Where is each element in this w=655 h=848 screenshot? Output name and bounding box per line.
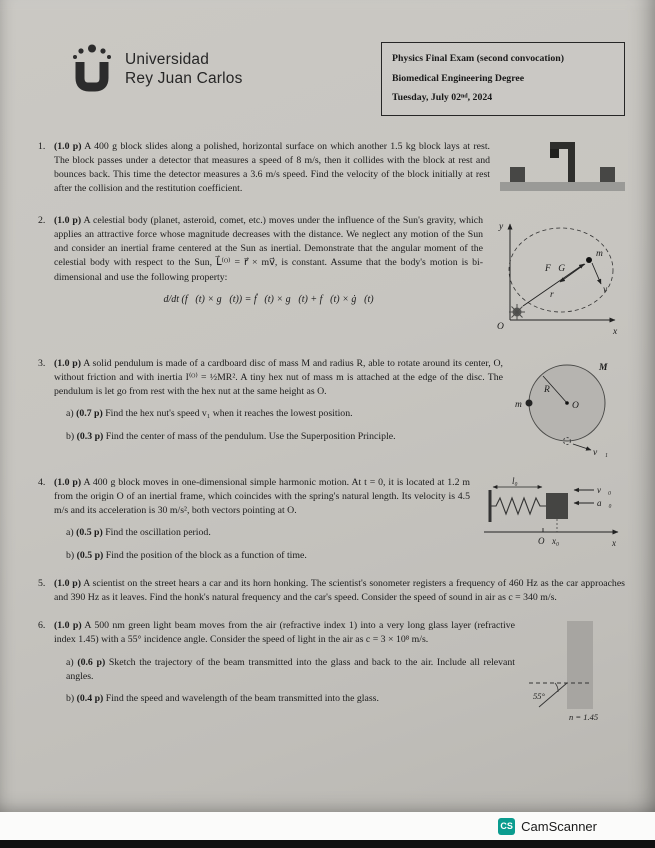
refractive-index-label: n = 1.45 [569,712,599,723]
question-content [54,476,470,563]
question-number: 1. [38,140,46,152]
spring-figure-icon [480,476,625,548]
r-vector-label: r⃗ [550,289,562,300]
exam-degree: Biomedical Engineering Degree [392,72,525,84]
detector-post [568,142,575,182]
question-text [54,619,515,647]
detector-sensor [550,149,559,158]
initial-acceleration-label: a⃗₀ [597,497,612,508]
logo-u-shape [80,62,104,87]
question-content [54,357,503,462]
ground [500,182,625,191]
figure-orbit [493,214,625,343]
question-text [54,214,483,285]
part-statement: Find the hex nut's speed v₁ when it reaches the lowest position. [105,408,353,420]
question-part-b [66,549,470,563]
question-points: (1.0 p) [54,577,81,589]
university-name [125,51,243,89]
question-part-a [66,656,515,684]
question-text [54,476,470,519]
part-label: a) [66,656,74,668]
header [0,0,655,116]
question-statement: A solid pendulum is made of a cardboard disc of mass M and radius R, able to rotate around its center, O, without friction and with inertia I⁽ᴼ⁾ = ½MR². A tiny hex nut of mass m is attached at the edge of the disc. The pendulum is let go from rest with the hex nut at the same height as O. [54,357,503,398]
figure-collision-detector [500,140,625,200]
question-statement: A 400 g block moves in one-dimensional simple harmonic motion. At t = 0, it is located at 1.2 m from the origin O of an inertial frame, which coincides with the spring's natural length. Its velocity is 4.5 m/s and its acceleration is 30 m/s², both vectors pointing at O. [54,476,470,517]
velocity-vector [592,263,601,284]
university-logo-block [70,42,243,94]
collision-figure-icon [500,140,625,195]
part-points: (0.7 p) [76,408,103,420]
logo-crown-dots [73,45,111,60]
question-statement: A 400 g block slides along a polished, horizontal surface on which another 1.5 kg block lays at rest. The block passes under a detector that measures a speed of 8 m/s, then it collides with the block at rest and bounces back. This time the detector measures a 3.6 m/s speed. Find the velocity of the block initially at rest after the collision and the restitution coefficient. [54,140,490,195]
exam-title: Physics Final Exam (second convocation) [392,53,564,64]
disc-mass-label: M [599,362,608,373]
nut-mass-label: m [515,399,522,410]
question-3 [38,357,625,462]
spring [490,498,546,514]
part-label: b) [66,430,75,442]
figure-spring-block [480,476,625,563]
scanner-footer [0,812,655,840]
part-points: (0.6 p) [77,656,106,668]
question-content [54,619,515,728]
orbit-figure-icon [493,214,625,338]
questions-list [0,116,655,728]
y-axis-label: y [499,221,504,232]
resting-block [600,167,615,182]
question-statement: A 500 nm green light beam moves from the air (refractive index 1) into a very long glass layer (refractive index 1.45) with a 55° incidence angle. Consider the speed of light in the air as c = 3 × 10⁸ m/s. [54,620,515,646]
question-5 [38,577,625,605]
natural-length-label: l₀ [512,475,518,486]
glass-slab [567,621,593,709]
question-points: (1.0 p) [54,620,82,632]
mass-label: m [596,248,603,259]
question-number: 2. [38,214,46,226]
exam-date: Tuesday, July 02ⁿᵈ, 2024 [392,92,493,104]
university-name-line1: Universidad [125,51,210,68]
question-statement: A celestial body (planet, asteroid, comet, etc.) moves under the influence of the Sun's gravity, which applies an attractive force whose magnitude decreases with the distance. We neglect any motion of the Sun and consider an inertial frame centered at the Sun as inertial. Demonstrate that the angular moment of the celestial body with respect to the Sun, L⃗⁽ᴼ⁾ = r⃗ × mv⃗, is constant. Assume that the body's motion is bi-dimensional and use the following property: [54,214,483,283]
question-1 [38,140,625,200]
pendulum-figure-icon [513,357,625,457]
part-label: a) [66,527,74,539]
part-points: (0.5 p) [76,527,103,539]
celestial-body [586,257,592,263]
urjc-logo-icon [70,42,114,94]
x-axis-label: x [613,326,618,337]
question-4 [38,476,625,563]
figure-pendulum-disc [513,357,625,462]
part-statement: Find the position of the block as a function of time. [105,549,307,561]
part-statement: Find the oscillation period. [105,527,211,539]
force-label: F⃗G [545,263,566,274]
question-part-a [66,526,470,540]
camscanner-wordmark: CamScanner [521,818,597,834]
question-content [54,214,483,343]
part-label: b) [66,549,75,561]
question-points: (1.0 p) [54,140,82,152]
disc-center [565,401,569,405]
question-content [54,140,490,200]
axis-label: x [612,537,616,548]
question-text [54,357,503,400]
moving-block [510,167,525,182]
radius-label: R [544,384,550,395]
origin-label: O [538,535,545,546]
question-number: 4. [38,476,46,488]
origin-label: O [497,321,504,332]
block [546,493,568,519]
question-number: 6. [38,620,46,632]
question-text [54,140,490,197]
question-points: (1.0 p) [54,214,82,226]
detector-arm [550,142,568,149]
speed-vector [573,444,591,450]
exam-info-box [381,42,625,116]
glass-figure-icon [525,619,625,723]
question-number: 3. [38,357,46,369]
part-statement: Find the speed and wavelength of the beam transmitted into the glass. [105,693,379,705]
part-points: (0.3 p) [76,430,104,442]
part-label: b) [66,693,75,705]
question-part-b [66,430,503,444]
question-points: (1.0 p) [54,357,81,369]
part-statement: Find the center of mass of the pendulum. Use the Superposition Principle. [105,430,396,442]
hex-nut [526,399,533,406]
center-label: O [572,400,579,411]
question-6 [38,619,625,728]
question-number: 5. [38,577,46,589]
position-label: x₀ [552,535,560,546]
question-part-b [66,692,515,706]
part-points: (0.5 p) [76,549,104,561]
question-statement: A scientist on the street hears a car and its horn honking. The scientist's sonometer registers a frequency of 460 Hz as the car approaches and 390 Hz as it leaves. Find the honk's natural frequency and the car's speed. Consider the speed of sound in air as c = 340 m/s. [54,577,625,603]
sun-icon [509,304,525,320]
speed-label: v⃗₁ [593,447,608,457]
figure-glass-layer [525,619,625,728]
scan-bottom-edge [0,840,655,848]
university-name-line2: Rey Juan Carlos [125,69,243,87]
part-points: (0.4 p) [76,693,104,705]
question-content [54,577,625,605]
derivative-property-equation: d/dt (f⃗(t) × g⃗(t)) = ḟ⃗(t) × g⃗(t) + f⃗(t) × ġ⃗(t) [163,293,374,305]
question-part-a [66,407,503,421]
question-text [54,577,625,605]
incidence-angle-label: 55° [533,691,545,702]
question-points: (1.0 p) [54,476,82,488]
initial-velocity-label: v⃗₀ [597,484,612,495]
camscanner-icon: CS [498,818,515,835]
velocity-label: v⃗ [603,284,615,295]
part-label: a) [66,408,74,420]
question-2 [38,214,625,343]
part-statement: Sketch the trajectory of the beam transmitted into the glass and back to the air. Include all relevant angles. [66,656,516,682]
